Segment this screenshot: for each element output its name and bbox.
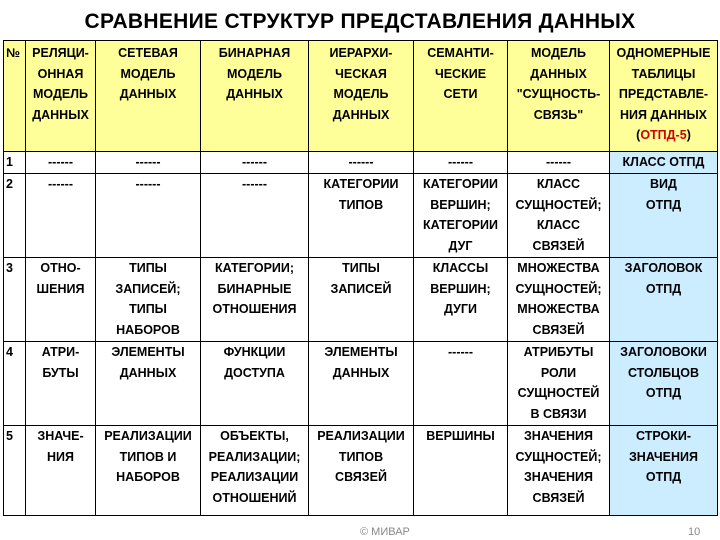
- cell-line: В СВЯЗИ: [530, 406, 587, 421]
- cell-line: МОДЕЛЬ: [227, 66, 282, 81]
- cell-line: СТРОКИ-: [635, 429, 692, 443]
- cell-line: ------: [348, 155, 374, 169]
- cell-relational: [26, 174, 96, 258]
- cell-line: КАТЕГОРИИ: [423, 177, 498, 191]
- cell-hierarchical: [309, 152, 414, 174]
- cell-line: БУТЫ: [42, 365, 79, 380]
- cell-line: ------: [242, 177, 267, 191]
- cell-line: РОЛИ: [540, 365, 577, 380]
- cell-hierarchical: [309, 258, 414, 342]
- cell-entity-relation: [508, 342, 610, 426]
- cell-semantic: [414, 174, 508, 258]
- cell-line: СВЯЗЕЙ: [532, 238, 585, 253]
- cell-line: ЧЕСКАЯ: [335, 66, 387, 81]
- cell-line: МОДЕЛЬ: [120, 66, 176, 81]
- table-row: [4, 342, 718, 426]
- header-semantic: [414, 41, 508, 152]
- cell-line: СУЩНОСТЕЙ: [517, 386, 600, 400]
- cell-line: ТИПОВ: [338, 197, 384, 212]
- cell-relational: [26, 152, 96, 174]
- cell-line: ЗАПИСЕЙ: [330, 281, 392, 296]
- cell-network: [96, 174, 201, 258]
- cell-line: КЛАСС: [536, 218, 581, 232]
- cell-line: ВЕРШИН;: [430, 197, 491, 212]
- cell-line: ЗНАЧЕНИЯ: [523, 470, 594, 484]
- cell-relational: [26, 258, 96, 342]
- row-number: 5: [4, 426, 26, 516]
- cell-line: ШЕНИЯ: [36, 281, 85, 296]
- cell-line: КАТЕГОРИИ;: [214, 261, 295, 275]
- cell-line: АТРИБУТЫ: [523, 345, 594, 359]
- cell-line: КЛАССЫ: [432, 261, 489, 275]
- table-row: [4, 174, 718, 258]
- cell-network: [96, 426, 201, 516]
- row-number: 3: [4, 258, 26, 342]
- cell-line: СЕМАНТИ-: [427, 46, 494, 60]
- cell-line: СУЩНОСТЕЙ;: [515, 197, 602, 212]
- cell-relational: [26, 342, 96, 426]
- cell-line: ОТПД: [645, 386, 682, 400]
- cell-line: СУЩНОСТЕЙ;: [515, 449, 602, 464]
- cell-line: ДОСТУПА: [224, 365, 285, 380]
- header-entity-relation: [508, 41, 610, 152]
- cell-line: ТАБЛИЦЫ: [631, 66, 696, 81]
- cell-line: СВЯЗЕЙ: [532, 490, 585, 505]
- cell-line: СВЯЗЕЙ: [532, 322, 585, 337]
- table-row: [4, 426, 718, 516]
- cell-line: ДУГИ: [444, 302, 477, 316]
- cell-line: ТИПЫ: [129, 261, 167, 275]
- cell-line: ДАННЫХ: [226, 87, 283, 101]
- page-number: 10: [688, 526, 701, 538]
- cell-line: ОТНО-: [40, 261, 81, 275]
- cell-line: ДАННЫХ: [332, 107, 390, 122]
- cell-semantic: [414, 152, 508, 174]
- cell-otpd: [610, 258, 718, 342]
- cell-line: РЕАЛИЗАЦИИ: [210, 470, 299, 484]
- cell-line: ЗНАЧЕ-: [37, 429, 84, 443]
- cell-line: БИНАРНАЯ: [218, 46, 291, 60]
- cell-line: НИЯ ДАННЫХ: [619, 107, 708, 122]
- cell-line: ТИПЫ: [342, 261, 380, 275]
- table-row: [4, 152, 718, 174]
- otpd-5-label: ОТПД-5: [640, 128, 687, 142]
- cell-line: ------: [135, 177, 161, 191]
- header-row: [4, 41, 718, 152]
- cell-line: ВИД: [650, 177, 677, 191]
- cell-line: ИЕРАРХИ-: [329, 46, 393, 60]
- cell-line: АТРИ-: [41, 345, 80, 359]
- cell-line: ОТНОШЕНИЙ: [212, 490, 297, 505]
- cell-line: ЭЛЕМЕНТЫ: [324, 345, 398, 359]
- cell-line: РЕАЛИЗАЦИИ: [317, 429, 405, 443]
- cell-binary: [201, 152, 309, 174]
- cell-line: ------: [448, 345, 473, 359]
- header-otpd-lines: [611, 43, 716, 125]
- cell-line: ДАННЫХ: [119, 365, 177, 380]
- cell-line: ------: [448, 155, 473, 169]
- cell-line: ТИПОВ: [338, 449, 384, 464]
- cell-line: ЗАГОЛОВОК: [624, 261, 703, 275]
- cell-line: ------: [546, 155, 571, 169]
- cell-line: ЧЕСКИЕ: [434, 66, 487, 81]
- cell-semantic: [414, 426, 508, 516]
- cell-line: ------: [48, 177, 73, 191]
- cell-line: ВЕРШИНЫ: [426, 429, 495, 443]
- cell-line: ОННАЯ: [37, 66, 84, 81]
- cell-line: КЛАСС: [536, 177, 581, 191]
- header-num: №: [4, 41, 26, 152]
- cell-line: СУЩНОСТЕЙ;: [515, 281, 602, 296]
- cell-entity-relation: [508, 258, 610, 342]
- header-binary: [201, 41, 309, 152]
- cell-relational: [26, 426, 96, 516]
- cell-line: МОДЕЛЬ: [33, 87, 88, 101]
- comparison-table: [3, 40, 718, 516]
- cell-line: БИНАРНЫЕ: [217, 281, 292, 296]
- cell-entity-relation: [508, 174, 610, 258]
- cell-line: ВЕРШИН;: [430, 281, 491, 296]
- cell-line: КЛАСС ОТПД: [622, 155, 705, 169]
- header-otpd-ref: (ОТПД-5): [636, 128, 691, 142]
- table-row: [4, 258, 718, 342]
- cell-line: ДАННЫХ: [530, 66, 587, 81]
- header-network: [96, 41, 201, 152]
- cell-network: [96, 152, 201, 174]
- cell-hierarchical: [309, 174, 414, 258]
- cell-otpd: [610, 152, 718, 174]
- cell-line: ЗНАЧЕНИЯ: [523, 429, 594, 443]
- cell-line: ОТПД: [645, 470, 682, 484]
- cell-line: ОТНОШЕНИЯ: [212, 302, 297, 316]
- cell-line: "СУЩНОСТЬ-: [516, 87, 601, 101]
- cell-entity-relation: [508, 426, 610, 516]
- cell-line: ДУГ: [448, 238, 473, 253]
- row-number: 4: [4, 342, 26, 426]
- cell-line: СЕТИ: [443, 87, 478, 101]
- cell-line: ТИПЫ: [129, 302, 167, 316]
- cell-binary: [201, 174, 309, 258]
- cell-line: ДАННЫХ: [119, 87, 177, 101]
- cell-line: ОДНОМЕРНЫЕ: [616, 46, 711, 60]
- cell-line: КАТЕГОРИИ: [423, 218, 498, 232]
- cell-line: ЗАГОЛОВОКИ: [620, 345, 707, 359]
- cell-line: РЕЛЯЦИ-: [32, 46, 89, 60]
- cell-line: ТИПОВ И: [119, 449, 177, 464]
- cell-line: КАТЕГОРИИ: [323, 177, 399, 191]
- cell-otpd: [610, 426, 718, 516]
- cell-binary: [201, 342, 309, 426]
- cell-line: НАБОРОВ: [116, 322, 180, 337]
- cell-line: СТОЛБЦОВ: [627, 365, 700, 380]
- header-otpd: [610, 41, 718, 152]
- cell-network: [96, 258, 201, 342]
- header-relational: [26, 41, 96, 152]
- row-number: 2: [4, 174, 26, 258]
- cell-line: СВЯЗЬ": [533, 107, 584, 122]
- cell-line: СВЯЗЕЙ: [335, 470, 387, 484]
- cell-otpd: [610, 342, 718, 426]
- cell-line: МНОЖЕСТВА: [517, 302, 600, 316]
- cell-line: ЗНАЧЕНИЯ: [628, 449, 699, 464]
- cell-line: ЭЛЕМЕНТЫ: [111, 345, 185, 359]
- page-title: СРАВНЕНИЕ СТРУКТУР ПРЕДСТАВЛЕНИЯ ДАННЫХ: [84, 10, 636, 33]
- cell-line: ------: [242, 155, 267, 169]
- cell-line: РЕАЛИЗАЦИИ;: [208, 449, 301, 464]
- header-hierarchical: [309, 41, 414, 152]
- cell-line: МНОЖЕСТВА: [517, 261, 600, 275]
- cell-line: ОБЪЕКТЫ,: [220, 429, 289, 443]
- cell-line: МОДЕЛЬ: [333, 87, 389, 101]
- cell-line: ПРЕДСТАВЛЕ-: [618, 87, 709, 101]
- cell-binary: [201, 426, 309, 516]
- cell-otpd: [610, 174, 718, 258]
- cell-hierarchical: [309, 342, 414, 426]
- cell-line: ДАННЫХ: [332, 365, 390, 380]
- cell-line: ЗАПИСЕЙ;: [115, 281, 181, 296]
- cell-semantic: [414, 258, 508, 342]
- cell-line: СЕТЕВАЯ: [118, 46, 178, 60]
- cell-line: ФУНКЦИИ: [223, 345, 286, 359]
- row-number: 1: [4, 152, 26, 174]
- cell-semantic: [414, 342, 508, 426]
- cell-line: ------: [48, 155, 73, 169]
- cell-line: ОТПД: [645, 281, 682, 296]
- cell-network: [96, 342, 201, 426]
- cell-line: РЕАЛИЗАЦИИ: [104, 429, 192, 443]
- cell-line: МОДЕЛЬ: [531, 46, 586, 60]
- cell-line: ОТПД: [645, 197, 682, 212]
- cell-binary: [201, 258, 309, 342]
- cell-hierarchical: [309, 426, 414, 516]
- copyright: © МИВАР: [360, 526, 410, 538]
- cell-line: НАБОРОВ: [116, 470, 180, 484]
- cell-entity-relation: [508, 152, 610, 174]
- cell-line: ДАННЫХ: [32, 107, 89, 122]
- cell-line: ------: [135, 155, 161, 169]
- cell-line: НИЯ: [47, 449, 74, 464]
